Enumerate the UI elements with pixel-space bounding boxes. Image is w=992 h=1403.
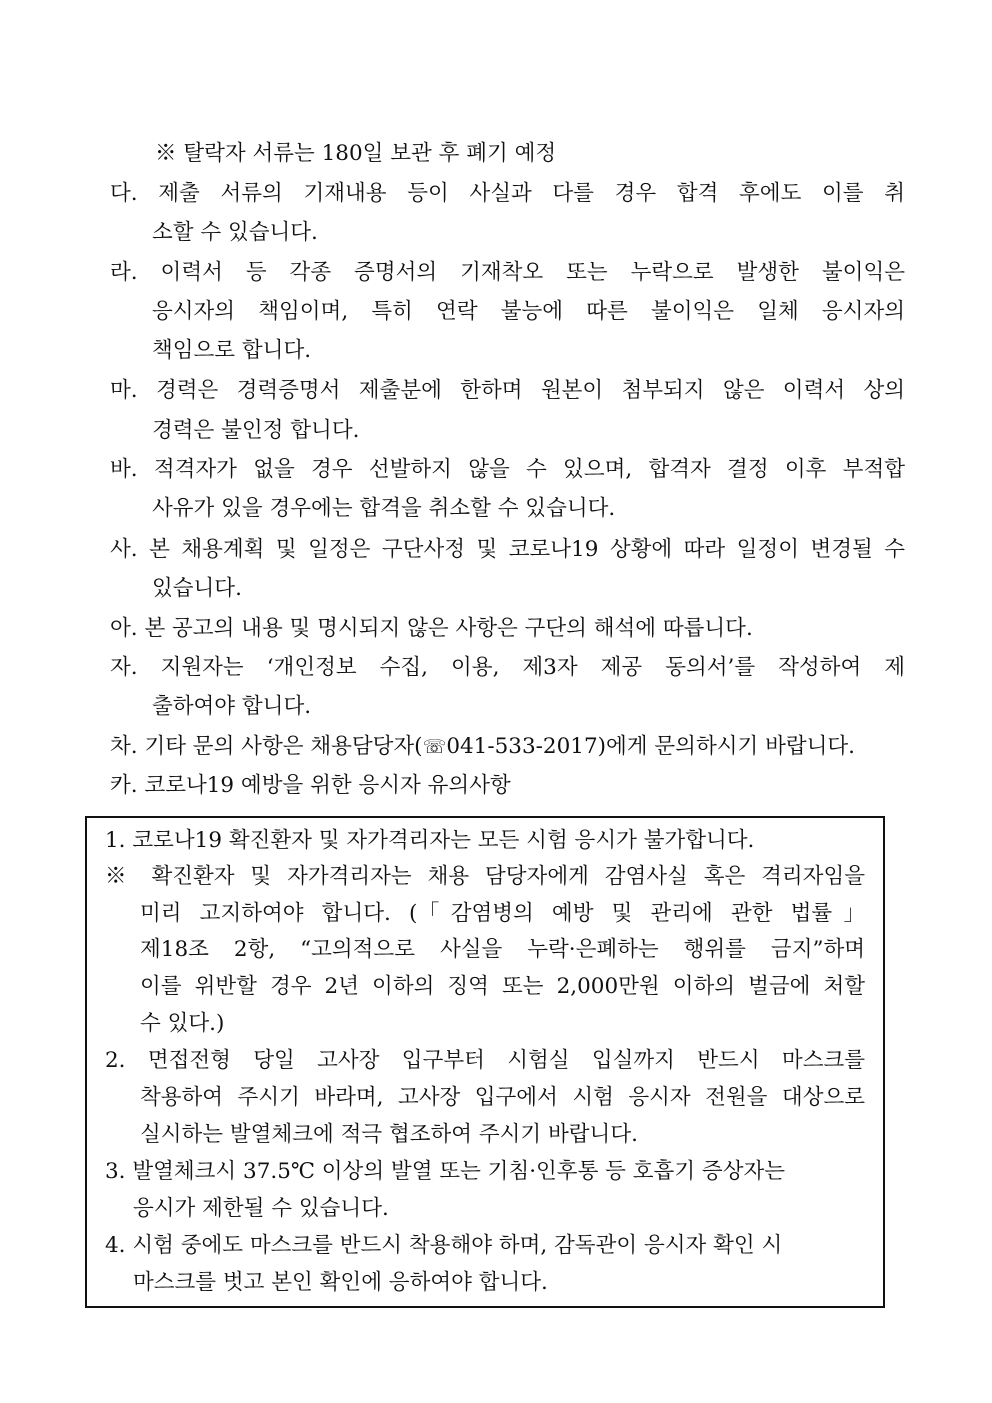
item-da-line2: 소할 수 있습니다. bbox=[152, 220, 318, 245]
item-ja-line1: 자. 지원자는 ‘개인정보 수집, 이용, 제3자 제공 동의서’를 작성하여 제 bbox=[110, 655, 905, 680]
item-ma-line2: 경력은 불인정 합니다. bbox=[152, 418, 360, 443]
contact-phone-text: 041-533-2017)에게 문의하시기 바랍니다. bbox=[446, 734, 855, 759]
item-cha-line1 bbox=[110, 732, 855, 762]
item-ba-line1: 바. 적격자가 없을 경우 선발하지 않을 수 있으며, 합격자 결정 이후 부적합 bbox=[110, 457, 905, 482]
covid-line-10: 3. 발열체크시 37.5℃ 이상의 발열 또는 기침·인후통 등 호흡기 증상자는 bbox=[105, 1159, 786, 1184]
item-a-line1: 아. 본 공고의 내용 및 명시되지 않은 사항은 구단의 해석에 따릅니다. bbox=[110, 616, 753, 641]
covid-line-7: 2. 면접전형 당일 고사장 입구부터 시험실 입실까지 반드시 마스크를 bbox=[105, 1048, 865, 1073]
contact-prefix: 차. 기타 문의 사항은 채용담당자( bbox=[110, 734, 423, 759]
covid-line-5: 이를 위반할 경우 2년 이하의 징역 또는 2,000만원 이하의 벌금에 처할 bbox=[140, 974, 865, 999]
covid-line-11: 응시가 제한될 수 있습니다. bbox=[133, 1196, 389, 1221]
item-sa-line1: 사. 본 채용계획 및 일정은 구단사정 및 코로나19 상황에 따라 일정이 변경될 수 bbox=[110, 537, 905, 562]
covid-line-12: 4. 시험 중에도 마스크를 반드시 착용해야 하며, 감독관이 응시자 확인 시 bbox=[105, 1233, 783, 1258]
item-ja-line2: 출하여야 합니다. bbox=[152, 694, 312, 719]
item-da-line1: 다. 제출 서류의 기재내용 등이 사실과 다를 경우 합격 후에도 이를 취 bbox=[110, 181, 905, 206]
covid-line-1: 1. 코로나19 확진환자 및 자가격리자는 모든 시험 응시가 불가합니다. bbox=[105, 828, 755, 853]
covid-line-4: 제18조 2항, “고의적으로 사실을 누락·은폐하는 행위를 금지”하며 bbox=[140, 937, 865, 962]
item-ka-line1: 카. 코로나19 예방을 위한 응시자 유의사항 bbox=[110, 773, 511, 798]
item-ra-line3: 책임으로 합니다. bbox=[152, 338, 312, 363]
item-ra-line2: 응시자의 책임이며, 특히 연락 불능에 따른 불이익은 일체 응시자의 bbox=[152, 299, 905, 324]
item-sa-line2: 있습니다. bbox=[152, 576, 242, 601]
covid-line-6: 수 있다.) bbox=[140, 1011, 225, 1036]
item-ra-line1: 라. 이력서 등 각종 증명서의 기재착오 또는 누락으로 발생한 불이익은 bbox=[110, 260, 905, 285]
covid-line-9: 실시하는 발열체크에 적극 협조하여 주시기 바랍니다. bbox=[140, 1122, 638, 1147]
covid-line-2: ※ 확진환자 및 자가격리자는 채용 담당자에게 감염사실 혹은 격리자임을 bbox=[105, 864, 865, 889]
phone-icon: ☏ bbox=[422, 736, 447, 758]
covid-line-13: 마스크를 벗고 본인 확인에 응하여야 합니다. bbox=[133, 1270, 548, 1295]
retention-note: ※ 탈락자 서류는 180일 보관 후 폐기 예정 bbox=[155, 141, 557, 166]
item-ba-line2: 사유가 있을 경우에는 합격을 취소할 수 있습니다. bbox=[152, 496, 616, 521]
covid-line-3: 미리 고지하여야 합니다. (「감염병의 예방 및 관리에 관한 법률」 bbox=[140, 901, 865, 926]
item-ma-line1: 마. 경력은 경력증명서 제출분에 한하며 원본이 첨부되지 않은 이력서 상의 bbox=[110, 378, 905, 403]
covid-line-8: 착용하여 주시기 바라며, 고사장 입구에서 시험 응시자 전원을 대상으로 bbox=[140, 1085, 865, 1110]
